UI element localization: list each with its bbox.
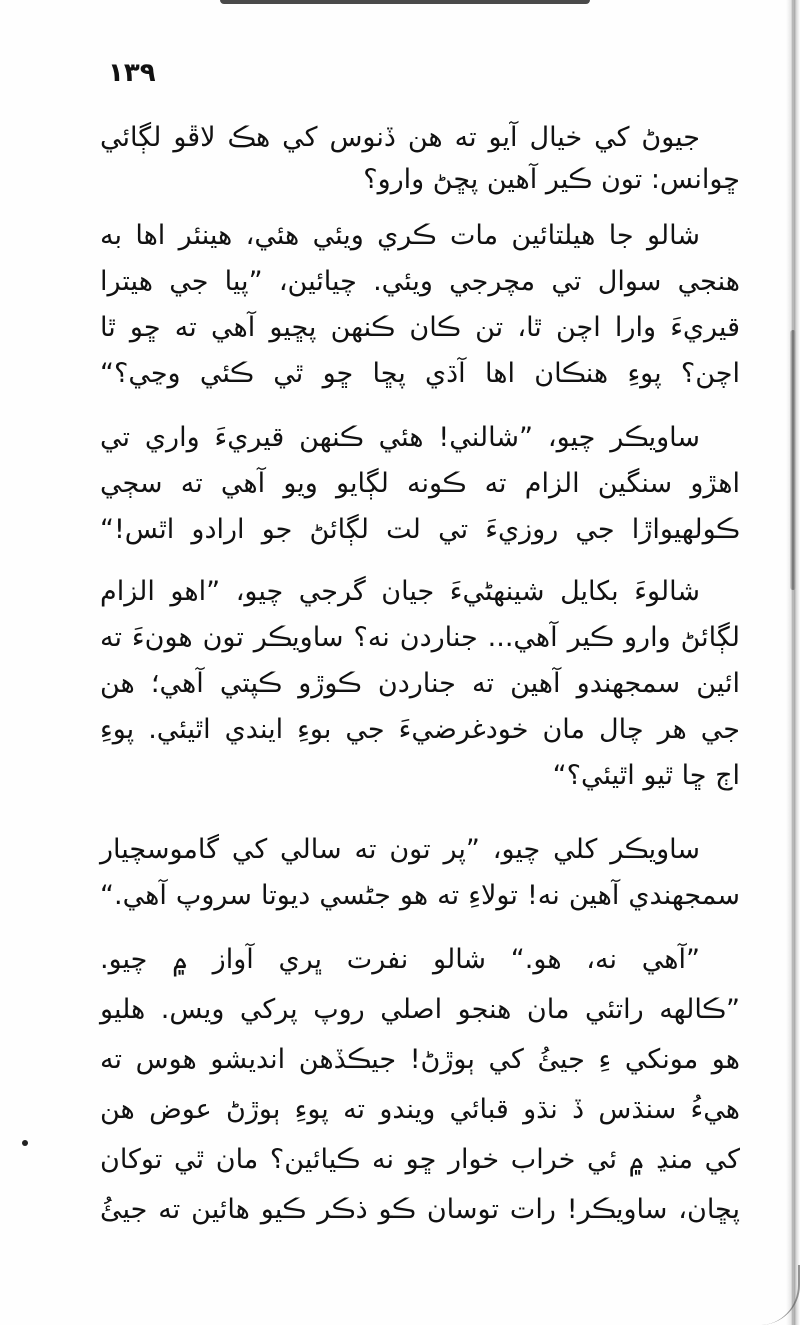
binding-shadow xyxy=(790,330,796,590)
text-line: ساويڪر کلي چيو، ”پر تون ته سالي کي گاموسچيار xyxy=(100,834,700,865)
text-line: شالوءَ بکايل شينهڻيءَ جيان گرجي چيو، ”اهو الزام xyxy=(100,576,700,607)
text-line: هو مونکي ءِ جيئُ کي ٻوڙڻ! جيڪڏهن انديشو هوس ته xyxy=(100,1044,740,1075)
text-line: جي هر چال مان خودغرضيءَ جي بوءِ ايندي اٿيئي. پوءِ xyxy=(100,714,740,745)
text-line: سمجهندي آهين نه! تولاءِ ته هو جڻسي ديوتا سروپ آهي.“ xyxy=(100,880,740,911)
scan-top-shadow xyxy=(220,0,590,4)
page-number: ١٣٩ xyxy=(108,58,156,88)
text-line: ساويڪر چيو، ”شالني! هئي ڪنهن قيريءَ واري تي xyxy=(100,422,700,453)
text-line: ڪولهيواڙا جي روزيءَ تي لت لڳائڻ جو ارادو اٿس!“ xyxy=(100,514,740,545)
text-line: اچن؟ پوءِ هنڪان اها آڌي پڇا ڇو ٿي ڪئي وڃي؟“ xyxy=(100,358,740,389)
margin-ink-dot xyxy=(22,1140,28,1146)
text-line: اڄ ڇا ٿيو اٿيئي؟“ xyxy=(552,760,740,791)
text-line: قيريءَ وارا اچن ٿا، تن ڪان ڪنهن پڇيو آهي ته ڇو ٿا xyxy=(100,312,740,343)
text-line: هنجي سوال تي مچرجي ويئي. چيائين، ”پيا جي هيترا xyxy=(100,266,740,297)
text-line: ”ڪالهه راتئي مان هنجو اصلي روپ پرکي ويس. هليو xyxy=(100,994,740,1025)
text-line: ”آهي نه، هو.“ شالو نفرت ڀري آواز ۾ چيو. xyxy=(100,944,700,975)
text-line: جيوڻ کي خيال آيو ته هن ڏنوس کي هڪ لاڦو لڳائي xyxy=(100,122,700,153)
text-line: اهڙو سنگين الزام ته ڪونه لڳايو ويو آهي ته سڄي xyxy=(100,468,740,499)
text-line: کي منڍ ۾ ئي خراب خوار ڇو نه ڪيائين؟ مان ٿي توکان xyxy=(100,1144,740,1175)
text-line: هيءُ سنڌس ڏ نڌو قبائي ويندو ته پوءِ ٻوڙڻ عوض هن xyxy=(100,1094,740,1125)
binding-fold-line xyxy=(792,0,794,1325)
text-line: شالو جا هيلتائين مات ڪري ويئي هئي، هينئر اها به xyxy=(100,220,700,251)
text-line: لڳائڻ وارو ڪير آهي... جناردن نه؟ ساويڪر تون هونءَ ته xyxy=(100,622,740,653)
text-line: ڇوانس: تون ڪير آهين پڇڻ وارو؟ xyxy=(363,164,740,195)
text-line: ائين سمجهندو آهين ته جناردن ڪوڙو ڪپتي آهي؛ هن xyxy=(100,668,740,699)
text-line: پڇان، ساويڪر! رات توسان ڪو ذڪر ڪيو هائين ته جيئُ xyxy=(100,1194,740,1225)
